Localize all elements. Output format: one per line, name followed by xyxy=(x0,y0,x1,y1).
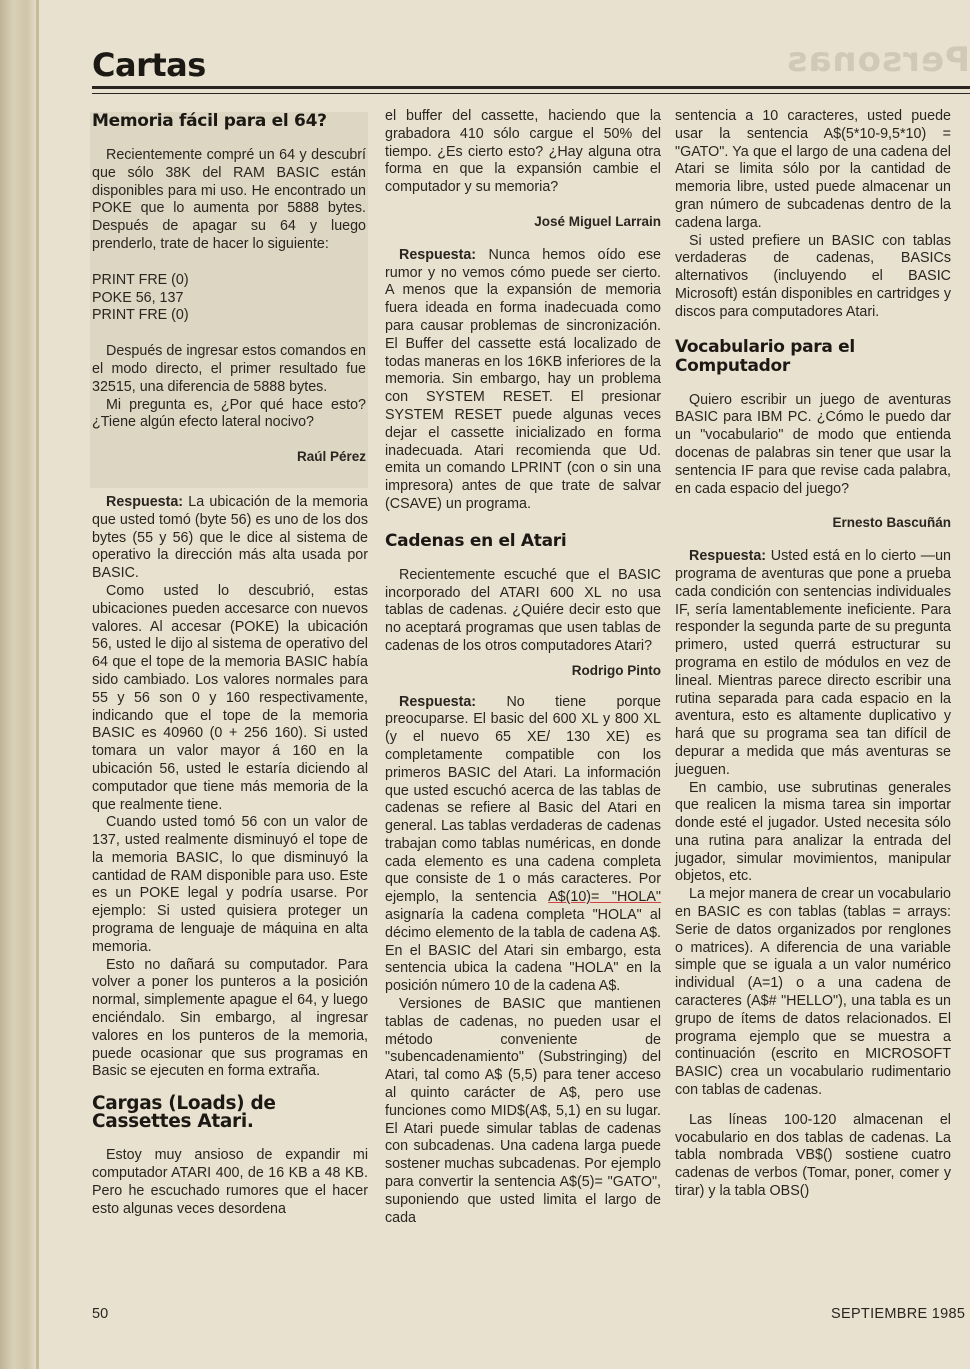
title-rule-thin xyxy=(92,93,970,94)
letter-box-memoria xyxy=(90,112,368,488)
letter-signature: Raúl Pérez xyxy=(296,449,366,465)
bleed-through-text: Personas xyxy=(786,40,970,80)
column-1 xyxy=(92,108,368,1218)
section-heading-memoria: Memoria fácil para el 64? xyxy=(92,111,327,131)
letter-signature: José Miguel Larrain xyxy=(534,213,661,229)
binding-spine xyxy=(0,0,39,1369)
column-2 xyxy=(385,108,661,1227)
answer-paragraph: Respuesta: La ubicación de la memoria que usted tomó (byte 56) es uno de los dos bytes (55 y 56) que le dice al sistema de operativo la dirección más alta usada por BASIC. xyxy=(92,493,368,582)
section-heading-vocabulario: Vocabulario para el Computador xyxy=(675,336,855,376)
letter-signature: Ernesto Bascuñán xyxy=(832,515,951,531)
answer-paragraph: Respuesta: No tiene porque preocuparse. El basic del 600 XL y 800 XL (y el nuevo 65 XE/ 130 XE) es completamente compatible con los primeros BASIC del Atari. La información que usted escuchó acerca de las tablas de cadenas se refiere al Basic del Atari en general. Las tablas verdaderas de cadenas trabajan como tablas numéricas, en donde cada elemento es una cadena completa que consiste de 1 o más caracteres. Por ejemplo, la sentencia A$(10)= "HOLA" asignaría la cadena completa "HOLA" al décimo elemento de la tabla de cadena A$. En el BASIC del Atari sin embargo, esta sentencia ubica la cadena "HOLA" en la posición número 10 de la cadena A$. xyxy=(385,693,661,995)
underlined-code: A$(10)= "HOLA" xyxy=(548,889,661,906)
answer-label: Respuesta: xyxy=(399,693,477,710)
answer-label: Respuesta: xyxy=(689,548,767,565)
title-rule-thick xyxy=(92,86,970,89)
code-line: POKE 56, 137 xyxy=(92,289,184,306)
letter-paragraph: Estoy muy ansioso de expandir mi computador ATARI 400, de 16 KB a 48 KB. Pero he escuchado rumores que el hacer esto algunas veces desordena xyxy=(92,1147,368,1217)
page-edge xyxy=(36,0,39,1369)
code-block xyxy=(92,272,366,325)
letter-paragraph: Después de ingresar estos comandos en el modo directo, el primer resultado fue 32515, una diferencia de 5888 bytes. xyxy=(92,343,366,395)
answer-paragraph: Como usted lo descubrió, estas ubicaciones pueden accesarce con nuevos valores. Al accesar (POKE) la ubicación 56, usted le dijo al sistema de operativo del 64 que el tope de la memoria BASIC había sido cambiado. Los valores normales para 55 y 56 son 0 y 160 respectivamente, indicando que el tope de la memoria BASIC es 40960 (0 + 256 160). Si usted tomara un valor mayor á 160 en la ubicación 56, usted le estaría diciendo al computador que tiene más memoria de la que realmente tiene. xyxy=(92,582,368,813)
letter-signature: Rodrigo Pinto xyxy=(571,662,661,678)
answer-label: Respuesta: xyxy=(399,246,477,263)
page-number: 50 xyxy=(92,1306,109,1322)
section-heading-cargas: Cargas (Loads) de Cassettes Atari. xyxy=(92,1093,276,1133)
answer-paragraph: La mejor manera de crear un vocabulario en BASIC es con tablas (tablas = arrays: Serie de datos organizados por renglones o matrices). A diferencia de una variable simple que se iguala a un valor numérico individual (A=1) o a una cadena de caracteres (A$# "HELLO"), una tabla es un grupo de ítems de datos relacionados. El programa ejemplo que se muestra a continuación (escrito en MICROSOFT BASIC) crea un vocabulario rudimentario con tablas de cadenas. xyxy=(675,886,951,1099)
answer-paragraph: Respuesta: Usted está en lo cierto —un programa de aventuras que pone a prueba cada condición con sentencias individuales IF, sería lamentablemente ineficiente. Para responder la segunda parte de su pregunta primero, usted querrá estructurar su programa en estilo de módulos en vez de lineal. Mientras parece directo escribir una rutina separada para cada espacio en la aventura, esto es altamente duplicativo y hará que su programa sea tan difícil de depurar a medida que más aventuras se jueguen. xyxy=(675,548,951,778)
answer-paragraph: Esto no dañará su computador. Para volver a poner los punteros a la posición normal, simplemente apague el 64, y luego enciéndalo. Sin embargo, al ingresar valores en los punteros de la memoria, puede ocasionar que sus programas en Basic se ejecuten en forma extraña. xyxy=(92,956,368,1080)
answer-label: Respuesta: xyxy=(106,493,184,510)
answer-paragraph: sentencia a 10 caracteres, usted puede usar la sentencia A$(5*10-9,5*10) = "GATO". Ya que el largo de una cadena del Atari se limita sólo por la cantidad de memoria libre, usted puede almacenar un gran número de subcadenas dentro de la cadena larga. xyxy=(675,108,951,231)
answer-paragraph: Las líneas 100-120 almacenan el vocabulario en dos tablas de cadenas. La tabla nombrada VB$() sostiene cuatro cadenas de verbos (Tomar, poner, comer y tirar) y la tabla OBS() xyxy=(675,1111,951,1200)
letter-paragraph: Mi pregunta es, ¿Por qué hace esto? ¿Tiene algún efecto lateral nocivo? xyxy=(92,396,366,431)
answer-paragraph: Si usted prefiere un BASIC con tablas verdaderas de cadenas, BASICs alternativos (incluyendo el BASIC Microsoft) están disponibles en cartridges y discos para computadores Atari. xyxy=(675,232,951,320)
letter-paragraph: Recientemente compré un 64 y descubrí que sólo 38K del RAM BASIC están disponibles para mi uso. He encontrado un POKE que lo aumenta por 5888 bytes. Después de apagar su 64 y luego prenderlo, trate de hacer lo siguiente: xyxy=(92,147,366,252)
answer-paragraph: En cambio, use subrutinas generales que realicen la misma tarea sin importar donde esté el jugador. Usted necesita sólo una rutina para analizar la entrada del jugador, simular movimientos, manipular objetos, etc. xyxy=(675,779,951,885)
letter-paragraph: el buffer del cassette, haciendo que la grabadora 410 sólo cargue el 50% del tiempo. ¿Es cierto esto? ¿Hay alguna otra forma en que la expansión cambie el computador y su memoria? xyxy=(385,108,661,196)
page-title: Cartas xyxy=(92,46,206,84)
answer-paragraph: Cuando usted tomó 56 con un valor de 137, usted realmente disminuyó el tope de la memoria BASIC, lo que disminuyó la cantidad de RAM disponible para uso. Este es un POKE legal y podría usarse. Por ejemplo: Si usted quisiera proteger un programa de lenguaje de máquina en alta memoria. xyxy=(92,814,368,955)
issue-date: SEPTIEMBRE 1985 xyxy=(831,1306,966,1322)
answer-paragraph: Respuesta: Nunca hemos oído ese rumor y no vemos cómo puede ser cierto. A menos que la expansión de memoria fuera ideada en forma inadecuada como para causar problemas de sincronización. El Buffer del cassette está localizado de todas maneras en los 16KB inferiores de la memoria. Sin embargo, hay un problema con SYSTEM RESET. El presionar SYSTEM RESET puede algunas veces dejar el cassette inicializado en forma inadecuada. Atari recomienda que Ud. emita un comando LPRINT (con o sin una impresora) antes de que trate de salvar (CSAVE) un programa. xyxy=(385,246,661,512)
answer-paragraph: Versiones de BASIC que mantienen tablas de cadenas, no pueden usar el método conveniente de "subencadenamiento" (Substringing) del Atari, tal como A$ (5,5) para tener acceso al quinto carácter de A$, pero use funciones como MID$(A$, 5,1) en su lugar. El Atari puede simular tablas de cadenas con subcadenas. Una cadena larga puede sostener muchas subcadenas. Por ejemplo para convertir la sentencia A$(5)= "GATO", suponiendo que usted limita el largo de cada xyxy=(385,996,661,1226)
code-line: PRINT FRE (0) xyxy=(92,307,189,324)
letter-paragraph: Recientemente escuché que el BASIC incorporado del ATARI 600 XL no usa tablas de cadenas. ¿Quiére decir esto que no aceptará programas que usen tablas de cadenas de los otros computadores Atari? xyxy=(385,566,661,654)
column-3 xyxy=(675,108,951,1201)
code-line: PRINT FRE (0) xyxy=(92,271,189,288)
section-heading-cadenas: Cadenas en el Atari xyxy=(385,530,567,551)
letter-paragraph: Quiero escribir un juego de aventuras BASIC para IBM PC. ¿Cómo le puedo dar un "vocabulario" de modo que entienda docenas de palabras sin tener que usar la sentencia IF para que revise cada palabra, en cada espacio del juego? xyxy=(675,391,951,497)
